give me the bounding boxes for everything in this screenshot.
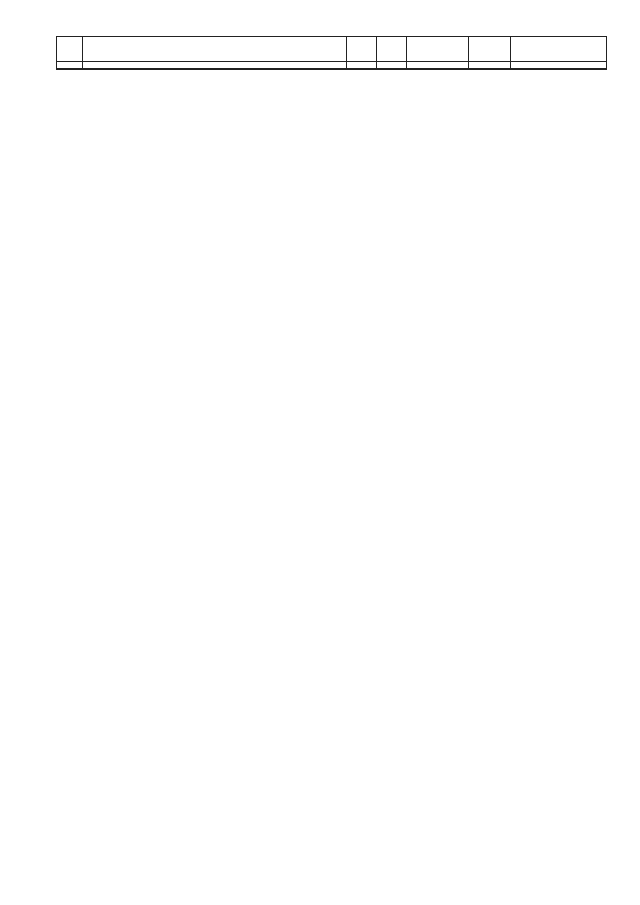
column-index [347,62,377,69]
table-row [57,69,607,70]
row-name [83,69,347,70]
header-expense-type [469,37,511,62]
document-page [56,36,606,70]
row-subsection [377,69,407,70]
header-subsection [377,37,407,62]
row-section [347,69,377,70]
column-index [511,62,607,69]
table-body [57,69,607,70]
row-number [57,69,83,70]
header-article [407,37,469,62]
header-section [347,37,377,62]
column-index-row [57,62,607,69]
table-header-row [57,37,607,62]
row-amount [511,69,607,70]
column-index [377,62,407,69]
column-index [83,62,347,69]
header-name [83,37,347,62]
column-index [57,62,83,69]
column-index [469,62,511,69]
budget-table [56,36,607,70]
column-index [407,62,469,69]
row-article [407,69,469,70]
header-number [57,37,83,62]
row-expense-type [469,69,511,70]
header-amount [511,37,607,62]
